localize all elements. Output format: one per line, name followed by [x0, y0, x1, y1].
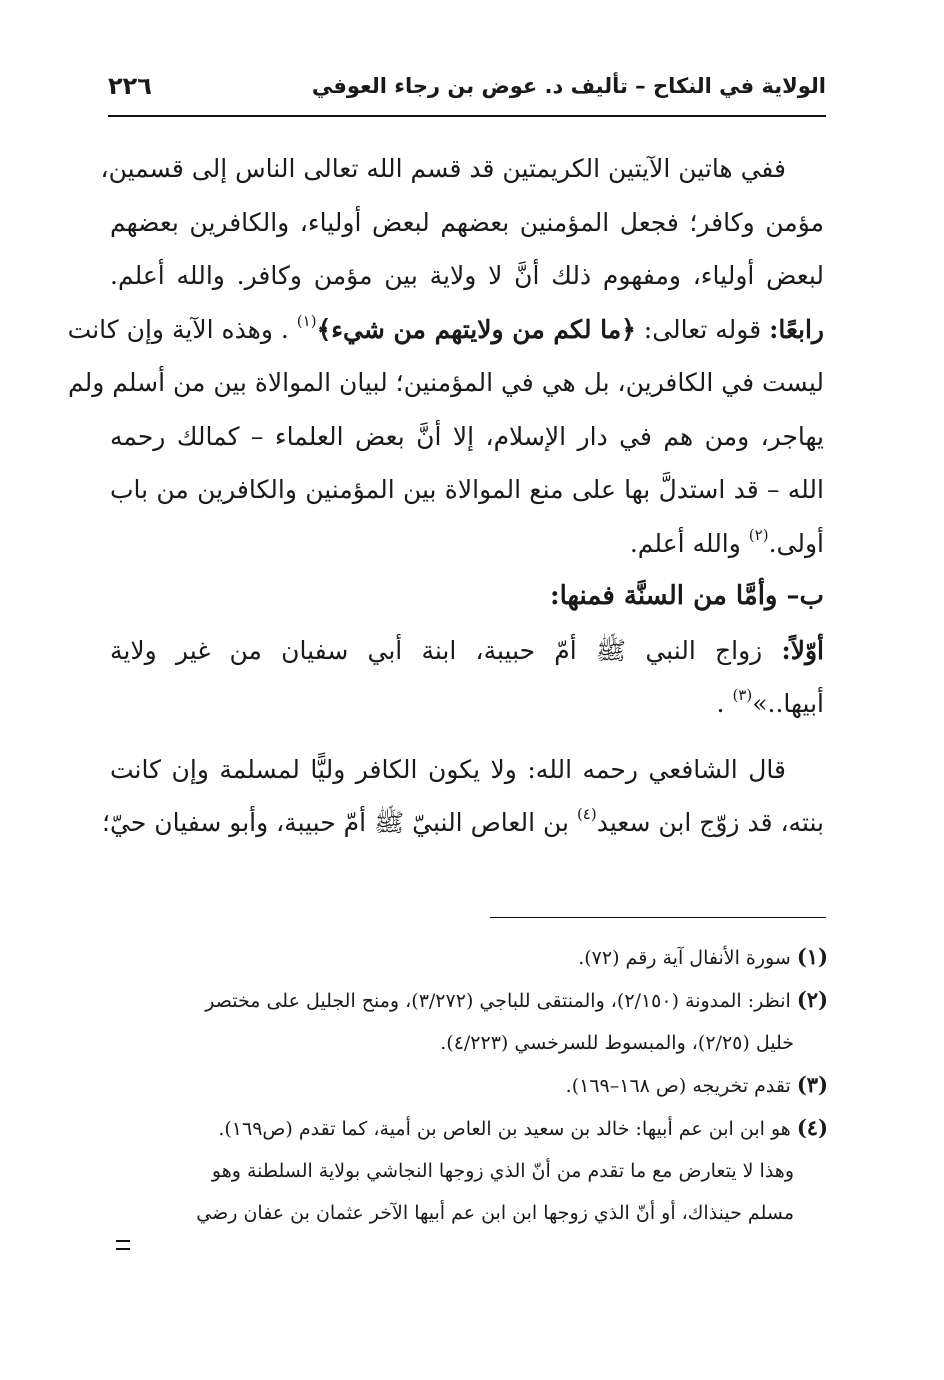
footnote-number: (١): [796, 944, 828, 969]
text-line: [110, 624, 824, 678]
text-segment: بن العاص النبيّ ﷺ أمّ حبيبة، وأبو سفيان حيّ؛: [102, 808, 569, 837]
text-line: ليست في الكافرين، بل هي في المؤمنين؛ لبيان الموالاة بين من أسلم ولم: [67, 368, 824, 397]
footnote-continuation: وهذا لا يتعارض مع ما تقدم من أنّ الذي زوجها النجاشي بولاية السلطنة وهو: [211, 1160, 794, 1182]
text-line: لبعض أولياء، ومفهوم ذلك أنَّ لا ولاية بين مؤمن وكافر. والله أعلم.: [110, 261, 824, 290]
section-heading: ب– وأمَّا من السنَّة فمنها:: [550, 581, 824, 611]
text-line: [102, 796, 824, 850]
page-header: [108, 68, 826, 112]
footnote-3: [110, 1064, 828, 1107]
footnote-number: (٢): [796, 987, 828, 1012]
footnotes: [110, 936, 828, 1234]
page-number: ٢٢٦: [108, 72, 152, 100]
text-segment: .: [716, 689, 725, 718]
text-segment: والله أعلم.: [629, 528, 741, 558]
text-segment: بنته، قد زوّج ابن سعيد: [596, 808, 824, 837]
footnote-2: [110, 979, 828, 1022]
running-title: الولاية في النكاح – تأليف د. عوض بن رجاء العوفي: [311, 74, 826, 98]
footnote-continuation: مسلم حينذاك، أو أنّ الذي زوجها ابن ابن عم أبيها الآخر عثمان بن عفان رضي: [196, 1202, 794, 1224]
text-line: [67, 303, 824, 357]
text-segment: قوله تعالى:: [643, 314, 762, 344]
footnote-4: [110, 1107, 828, 1150]
footnote-1: [110, 936, 828, 979]
quran-quote: ﴿ما لكم من ولايتهم من شيء﴾: [316, 314, 636, 344]
text-segment: زواج النبي ﷺ أمّ حبيبة، ابنة أبي سفيان من غير ولاية: [110, 635, 763, 665]
footnote-ref-2: (٢): [748, 525, 769, 544]
footnote-separator: [490, 917, 826, 918]
text-segment: . وهذه الآية وإن كانت: [67, 314, 289, 344]
footnote-text: سورة الأنفال آية رقم (٧٢).: [578, 947, 791, 969]
footnote-ref-3: (٣): [732, 686, 753, 704]
header-rule: [108, 115, 826, 117]
text-line: [110, 677, 824, 731]
text-line: يهاجر، ومن هم في دار الإسلام، إلا أنَّ بعض العلماء – كمالك رحمه: [110, 421, 824, 451]
footnote-ref-4: (٤): [576, 805, 597, 823]
text-line: قال الشافعي رحمه الله: ولا يكون الكافر وليًّا لمسلمة وإن كانت: [110, 754, 786, 784]
footnote-continuation: خليل (٢/٢٥)، والمبسوط للسرخسي (٤/٢٢٣).: [440, 1032, 794, 1054]
text-line: [110, 517, 824, 571]
section-label-fourth: رابعًا:: [769, 314, 824, 344]
footnote-text: تقدم تخريجه (ص ١٦٨–١٦٩).: [565, 1075, 791, 1097]
footnote-number: (٣): [796, 1072, 828, 1097]
continuation-mark: [116, 1240, 130, 1250]
text-segment: أبيها..»: [752, 689, 824, 718]
text-segment: أولى.: [768, 528, 824, 558]
footnote-text: هو ابن ابن عم أبيها: خالد بن سعيد بن العاص بن أمية، كما تقدم (ص١٦٩).: [218, 1118, 791, 1140]
text-line: الله – قد استدلَّ بها على منع الموالاة بين المؤمنين والكافرين من باب: [110, 475, 824, 504]
text-line: ففي هاتين الآيتين الكريمتين قد قسم الله تعالى الناس إلى قسمين،: [100, 154, 786, 183]
footnote-text: انظر: المدونة (٢/١٥٠)، والمنتقى للباجي (٣/٢٧٢)، ومنح الجليل على مختصر: [205, 990, 791, 1012]
section-label-first: أوّلاً:: [781, 635, 824, 665]
main-text: [67, 142, 824, 850]
text-line: مؤمن وكافر؛ فجعل المؤمنين بعضهم لبعض أولياء، والكافرين بعضهم: [110, 207, 824, 237]
footnote-ref-1: (١): [296, 311, 317, 330]
footnote-number: (٤): [796, 1115, 828, 1140]
